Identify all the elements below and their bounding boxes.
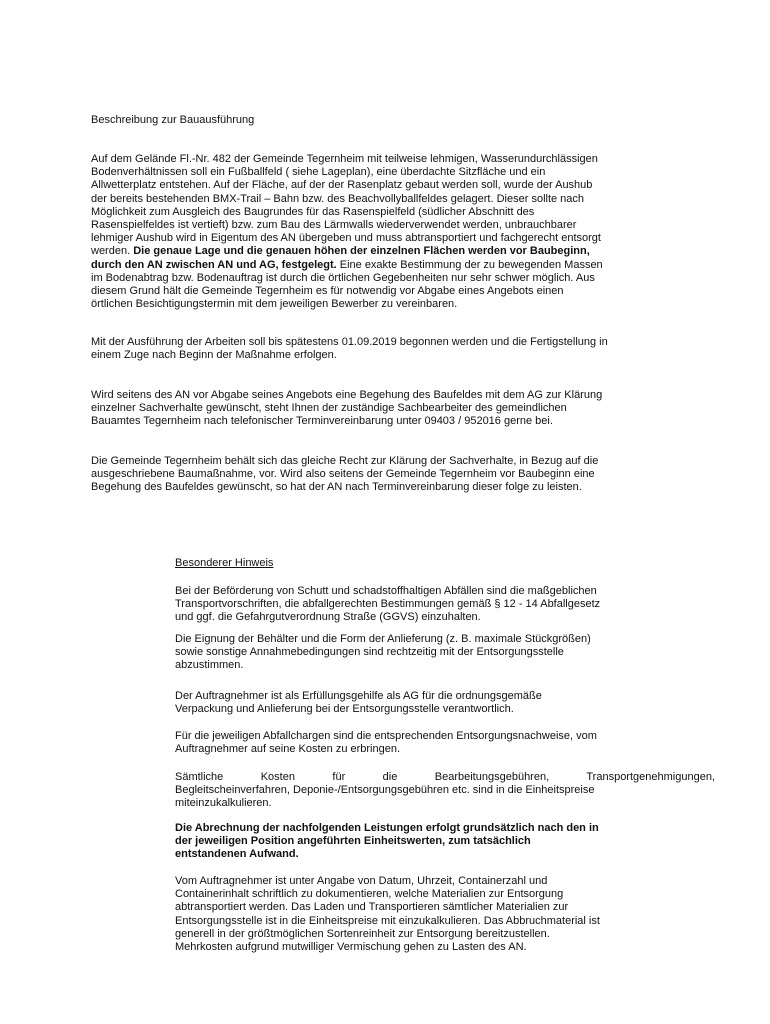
section-heading: Besonderer Hinweis xyxy=(175,557,274,569)
text-line: Mit der Ausführung der Arbeiten soll bis spätestens 01.09.2019 begonnen werden und die Fertigstellung in xyxy=(91,336,608,348)
paragraph-site-visit-municipality xyxy=(91,455,691,495)
text-line: entstandenen Aufwand. xyxy=(175,848,299,861)
text-line: Mehrkosten aufgrund mutwilliger Vermischung gehen zu Lasten des AN. xyxy=(175,941,527,954)
text-line: Für die jeweiligen Abfallchargen sind die entsprechenden Entsorgungsnachweise, vom xyxy=(175,730,597,742)
bold-text-run: durch den AN zwischen AN und AG, festgelegt. xyxy=(91,258,337,271)
text-line: Begehung des Baufeldes gewünscht, so hat der AN nach Terminvereinbarung dieser folge zu leisten. xyxy=(91,481,582,494)
text-line: einzelner Sachverhalte gewünscht, steht Ihnen der zuständige Sachbearbeiter des gemeindlichen xyxy=(91,402,567,415)
text-line: generell in der größtmöglichen Sortenreinheit zur Entsorgung bereitzustellen. xyxy=(175,927,550,940)
text-line xyxy=(91,259,691,272)
text-line: Wird seitens des AN vor Abgabe seines Angebots eine Begehung des Baufeldes mit dem AG zur Klärung xyxy=(91,389,603,401)
text-line: Sämtliche Kosten für die Bearbeitungsgebühren, Transportgenehmigungen, xyxy=(175,771,715,783)
text-line: und ggf. die Gefahrgutverordnung Straße (GGVS) einzuhalten. xyxy=(175,611,481,624)
text-line: Allwetterplatz entstehen. Auf der Fläche, auf der der Rasenplatz gebaut werden soll, wurde der Aushub xyxy=(91,179,593,192)
text-line: Bauamtes Tegernheim nach telefonischer Terminvereinbarung unter 09403 / 952016 gerne bei. xyxy=(91,415,553,428)
text-run: werden. xyxy=(91,245,134,258)
text-line: Containerinhalt schriftlich zu dokumentieren, welche Materialien zur Entsorgung xyxy=(175,888,564,901)
text-line: abtransportiert werden. Das Laden und Transportieren sämtlicher Materialien zur xyxy=(175,901,569,914)
text-line: Die Eignung der Behälter und die Form der Anlieferung (z. B. maximale Stückgrößen) xyxy=(175,633,591,645)
bold-text-run: Die genaue Lage und die genauen höhen der einzelnen Flächen werden vor Baubeginn, xyxy=(133,245,590,258)
text-line: Vom Auftragnehmer ist unter Angabe von Datum, Uhrzeit, Containerzahl und xyxy=(175,875,548,887)
text-line: sowie sonstige Annahmebedingungen sind rechtzeitig mit der Entsorgungsstelle xyxy=(175,646,564,659)
text-line: einem Zuge nach Beginn der Maßnahme erfolgen. xyxy=(91,349,337,362)
note-paragraph-containers xyxy=(175,633,715,673)
note-paragraph-billing xyxy=(175,822,715,862)
text-line: Entsorgungsstelle ist in die Einheitspreise mit einzukalkulieren. Das Abbruchmaterial ist xyxy=(175,914,600,927)
text-line: diesem Grund hält die Gemeinde Tegernheim es für notwendig vor Abgabe eines Angebots einen xyxy=(91,285,564,298)
text-line: Auf dem Gelände Fl.-Nr. 482 der Gemeinde Tegernheim mit teilweise lehmigen, Wasserundurchlässigen xyxy=(91,153,598,165)
text-line: Auftragnehmer auf seine Kosten zu erbringen. xyxy=(175,743,401,756)
text-line: Der Auftragnehmer ist als Erfüllungsgehilfe als AG für die ordnungsgemäße xyxy=(175,690,542,702)
text-line: örtlichen Besichtigungstermin mit dem jeweiligen Bewerber zu vereinbaren. xyxy=(91,298,458,311)
text-line: im Bodenabtrag bzw. Bodenauftrag ist durch die örtlichen Gegebenheiten nur sehr schwer möglich. Aus xyxy=(91,271,595,284)
paragraph-schedule xyxy=(91,336,691,362)
text-run: Eine exakte Bestimmung der zu bewegenden Massen xyxy=(336,258,603,271)
text-line: der jeweiligen Position angeführten Einheitswerten, zum tatsächlich xyxy=(175,835,531,848)
text-line xyxy=(91,245,691,258)
document-title: Beschreibung zur Bauausführung xyxy=(91,114,255,126)
note-paragraph-transport-rules xyxy=(175,585,715,625)
note-paragraph-costs xyxy=(175,771,715,811)
text-line: Rasenspielfeldes ist vertieft) bzw. zum Bau des Lärmwalls wiederverwendet werden, unbrauchbarer xyxy=(91,219,577,232)
text-line: Verpackung und Anlieferung bei der Entsorgungsstelle verantwortlich. xyxy=(175,703,514,716)
text-line: lehmiger Aushub wird in Eigentum des AN übergeben und muss abtransportiert und fachgerecht entsorgt xyxy=(91,232,601,245)
text-line: Möglichkeit zum Ausgleich des Baugrundes für das Rasenspielfeld (südlicher Abschnitt des xyxy=(91,205,535,218)
special-note-heading xyxy=(175,557,715,570)
paragraph-site-visit-contractor xyxy=(91,389,691,429)
text-line: Begleitscheinverfahren, Deponie-/Entsorgungsgebühren etc. sind in die Einheitspreise xyxy=(175,784,595,797)
text-line: Die Abrechnung der nachfolgenden Leistungen erfolgt grundsätzlich nach den in xyxy=(175,822,599,834)
note-paragraph-documentation xyxy=(175,875,715,954)
text-line: der bereits bestehenden BMX-Trail – Bahn bzw. des Beachvollyballfeldes gelagert. Dieser sollte nach xyxy=(91,192,585,205)
text-line: Transportvorschriften, die abfallgerechten Bestimmungen gemäß § 12 - 14 Abfallgesetz xyxy=(175,598,601,611)
text-line: Bei der Beförderung von Schutt und schadstoffhaltigen Abfällen sind die maßgeblichen xyxy=(175,585,597,597)
text-line: abzustimmen. xyxy=(175,659,244,672)
text-line: ausgeschriebene Baumaßnahme, vor. Wird also seitens der Gemeinde Tegernheim vor Baubeginn eine xyxy=(91,468,595,481)
text-line: miteinzukalkulieren. xyxy=(175,797,272,810)
paragraph-site-description xyxy=(91,153,691,311)
text-line: Die Gemeinde Tegernheim behält sich das gleiche Recht zur Klärung der Sachverhalte, in Bezug auf die xyxy=(91,455,599,467)
note-paragraph-responsibility xyxy=(175,690,715,716)
note-paragraph-disposal-certificates xyxy=(175,730,715,756)
text-line: Bodenverhältnissen soll ein Fußballfeld ( siehe Lageplan), eine überdachte Sitzfläche und ein xyxy=(91,166,546,179)
